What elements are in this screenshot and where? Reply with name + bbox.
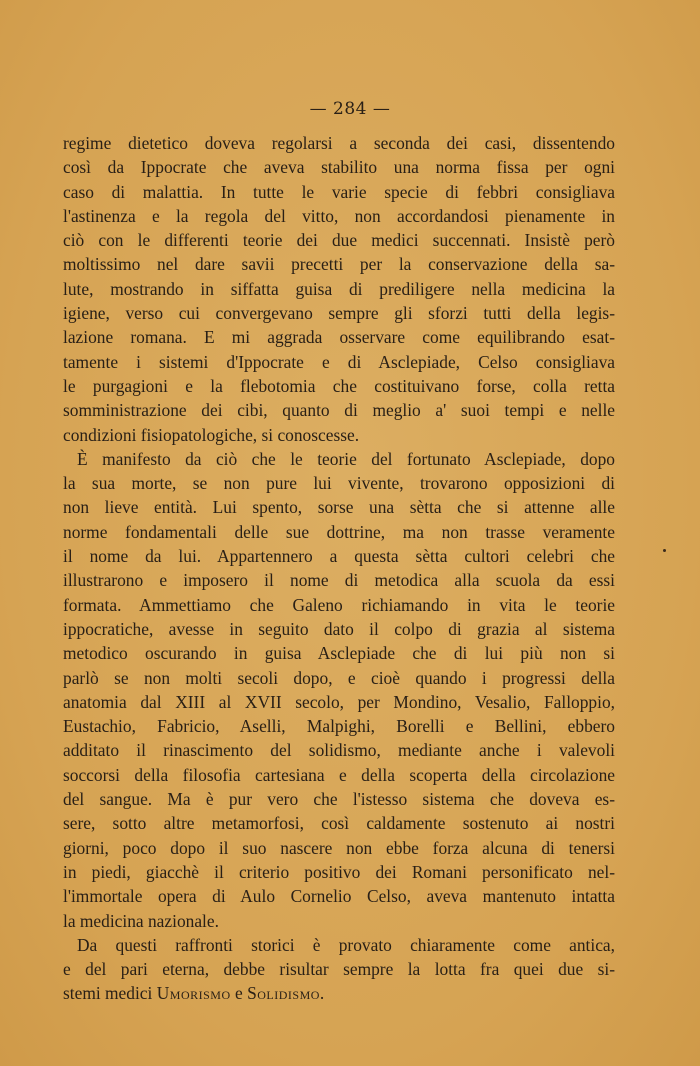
text-line: ciò con le differenti teorie dei due medici succennati. Insistè però	[63, 230, 615, 251]
text-line: così da Ippocrate che aveva stabilito una norma fissa per ogni	[63, 157, 615, 178]
text-line: additato il rinascimento del solidismo, mediante anche i valevoli	[63, 740, 615, 761]
text-line: formata. Ammettiamo che Galeno richiamando in vita le teorie	[63, 594, 615, 615]
text-line: Da questi raffronti storici è provato chiaramente come antica,	[77, 934, 615, 955]
term-umorismo: Umorismo	[156, 983, 231, 1004]
text-line: non lieve entità. Lui spento, sorse una sètta che si attenne alle	[63, 497, 615, 518]
text-line: anatomia dal XIII al XVII secolo, per Mondino, Vesalio, Falloppio,	[63, 691, 615, 712]
text-line: la sua morte, se non pure lui vivente, trovarono opposizioni di	[63, 473, 615, 494]
text-line: regime dietetico doveva regolarsi a seconda dei casi, dissentendo	[63, 133, 615, 153]
text-line: l'immortale opera di Aulo Cornelio Celso, aveva mantenuto intatta	[63, 886, 615, 907]
text-line: lazione romana. E mi aggrada osservare come equilibrando esat-	[63, 327, 615, 348]
text-line: il nome da lui. Appartennero a questa sètta cultori celebri che	[63, 546, 615, 567]
text-line: parlò se non molti secoli dopo, e cioè quando i progressi della	[63, 667, 615, 688]
text-line: somministrazione dei cibi, quanto di meglio a' suoi tempi e nelle	[63, 400, 615, 421]
text-line: Eustachio, Fabricio, Aselli, Malpighi, Borelli e Bellini, ebbero	[63, 716, 615, 737]
text-line-final	[63, 981, 615, 1005]
text-line: condizioni fisiopatologiche, si conoscesse.	[63, 424, 360, 445]
text-line: igiene, verso cui convergevano sempre gli sforzi tutti della legis-	[63, 303, 615, 324]
body-text	[63, 131, 615, 1006]
text-line: tamente i sistemi d'Ippocrate e di Asclepiade, Celso consigliava	[63, 351, 615, 372]
text-line: l'astinenza e la regola del vitto, non accordandosi pienamente in	[63, 205, 615, 226]
term-solidismo: Solidismo	[247, 983, 320, 1004]
text-line: sere, sotto altre metamorfosi, così caldamente sostenuto ai nostri	[63, 813, 615, 834]
page-number: — 284 —	[309, 99, 391, 119]
text-line: giorni, poco dopo il suo nascere non ebbe forza alcuna di tenersi	[63, 837, 615, 858]
final-line-conjunction: e	[234, 983, 243, 1004]
final-line-lead: stemi medici	[63, 983, 153, 1004]
text-line: in piedi, giacchè il criterio positivo dei Romani personificato nel-	[63, 861, 615, 882]
text-line: e del pari eterna, debbe risultar sempre la lotta fra quei due si-	[63, 959, 615, 980]
text-line: caso di malattia. In tutte le varie specie di febbri consigliava	[63, 181, 615, 202]
text-line: metodico oscurando in guisa Asclepiade che di lui più non si	[63, 643, 615, 664]
text-line: soccorsi della filosofia cartesiana e della scoperta della circolazione	[63, 764, 615, 785]
text-line: del sangue. Ma è pur vero che l'istesso sistema che doveva es-	[63, 789, 615, 810]
text-line: illustrarono e imposero il nome di metodica alla scuola da essi	[63, 570, 615, 591]
text-line: le purgagioni e la flebotomia che costituivano forse, colla retta	[63, 375, 615, 396]
text-line: lute, mostrando in siffatta guisa di prediligere nella medicina la	[63, 278, 615, 299]
text-line: È manifesto da ciò che le teorie del fortunato Asclepiade, dopo	[77, 448, 615, 469]
final-line-period: .	[319, 983, 325, 1004]
text-line: la medicina nazionale.	[63, 910, 219, 931]
text-line: norme fondamentali delle sue dottrine, ma non trasse veramente	[63, 521, 615, 542]
text-line: moltissimo nel dare savii precetti per la conservazione della sa-	[63, 254, 615, 275]
text-line: ippocratiche, avesse in seguito dato il colpo di grazia al sistema	[63, 618, 615, 639]
ink-speck	[663, 549, 666, 552]
